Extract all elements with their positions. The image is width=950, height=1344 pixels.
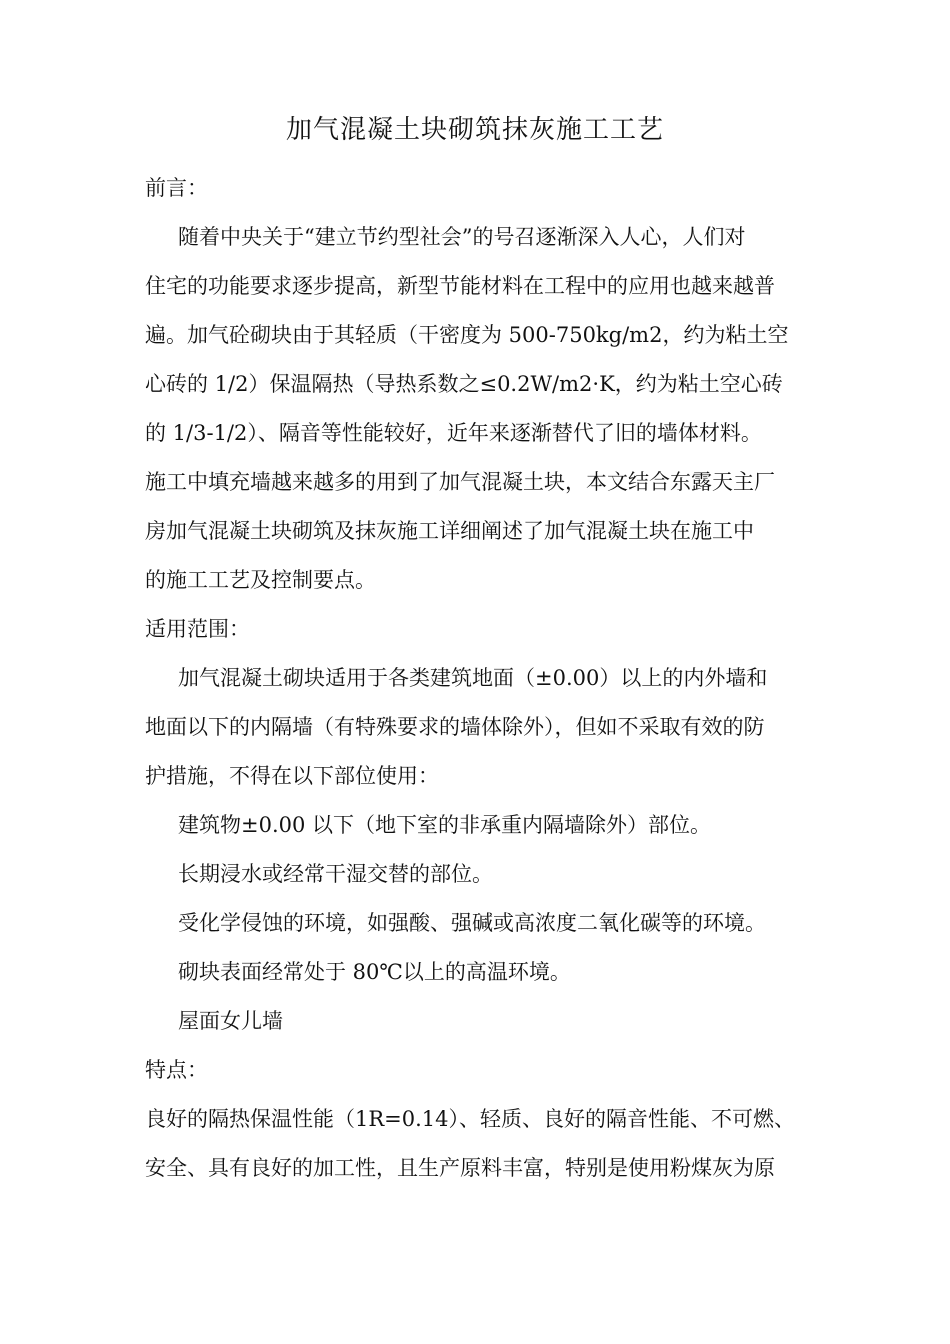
text-line: 施工中填充墙越来越多的用到了加气混凝土块，本文结合东露天主厂	[145, 470, 775, 494]
text-line: 建筑物±0.00 以下（地下室的非承重内隔墙除外）部位。	[178, 813, 712, 837]
text-line: 适用范围：	[145, 617, 250, 641]
text-line: 砌块表面经常处于 80℃以上的高温环境。	[178, 960, 571, 984]
text-line: 地面以下的内隔墙（有特殊要求的墙体除外），但如不采取有效的防	[145, 715, 765, 739]
text-line: 受化学侵蚀的环境，如强酸、强碱或高浓度二氧化碳等的环境。	[178, 911, 766, 935]
text-line: 遍。加气砼砌块由于其轻质（干密度为 500-750kg/m2，约为粘土空	[145, 323, 789, 347]
text-line: 护措施，不得在以下部位使用：	[145, 764, 439, 788]
text-line: 随着中央关于“建立节约型社会”的号召逐渐深入人心，人们对	[178, 225, 746, 249]
text-line: 特点：	[145, 1058, 208, 1082]
text-line: 心砖的 1/2）保温隔热（导热系数之≤0.2W/m2·K，约为粘土空心砖	[145, 372, 783, 396]
text-line: 良好的隔热保温性能（1R=0.14）、轻质、良好的隔音性能、不可燃、	[145, 1107, 796, 1131]
text-line: 的 1/3-1/2）、隔音等性能较好，近年来逐渐替代了旧的墙体材料。	[145, 421, 762, 445]
text-line: 安全、具有良好的加工性，且生产原料丰富，特别是使用粉煤灰为原	[145, 1156, 775, 1180]
text-line: 房加气混凝土块砌筑及抹灰施工详细阐述了加气混凝土块在施工中	[145, 519, 754, 543]
document-body	[145, 164, 813, 1193]
document-title: 加气混凝土块砌筑抹灰施工工艺	[285, 115, 664, 145]
text-line: 屋面女儿墙	[178, 1009, 283, 1033]
text-line: 的施工工艺及控制要点。	[145, 568, 376, 592]
text-line: 住宅的功能要求逐步提高，新型节能材料在工程中的应用也越来越普	[145, 274, 775, 298]
text-line: 加气混凝土砌块适用于各类建筑地面（±0.00）以上的内外墙和	[178, 666, 768, 690]
text-line: 前言：	[145, 176, 208, 200]
text-line: 长期浸水或经常干湿交替的部位。	[178, 862, 493, 886]
